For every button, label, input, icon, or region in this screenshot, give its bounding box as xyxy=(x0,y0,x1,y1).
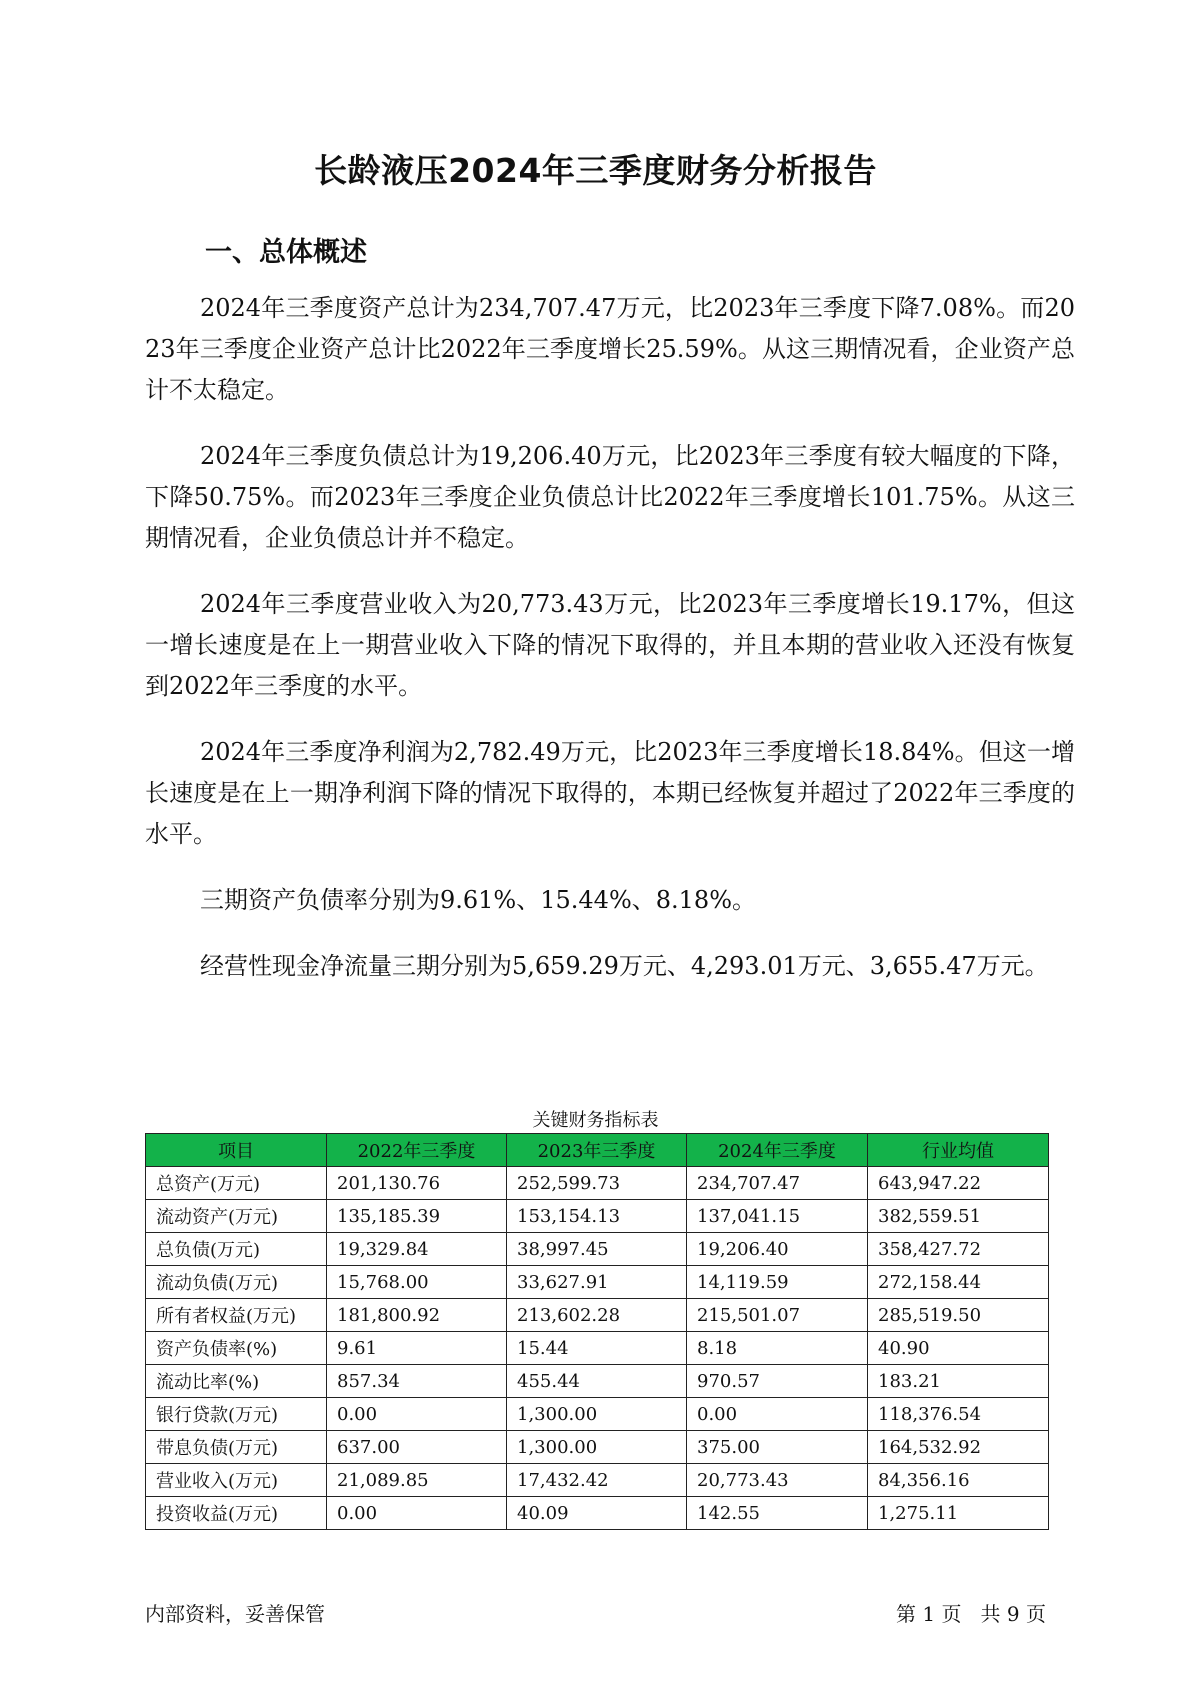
table-row xyxy=(146,1332,1049,1365)
value-cell: 201,130.76 xyxy=(327,1167,507,1200)
value-cell: 1,300.00 xyxy=(507,1431,687,1464)
table-row xyxy=(146,1497,1049,1530)
value-cell: 455.44 xyxy=(507,1365,687,1398)
table-row xyxy=(146,1365,1049,1398)
row-label-cell: 总资产(万元) xyxy=(146,1167,327,1200)
value-cell: 15,768.00 xyxy=(327,1266,507,1299)
value-cell: 181,800.92 xyxy=(327,1299,507,1332)
body-text xyxy=(145,288,1075,1012)
table-caption: 关键财务指标表 xyxy=(532,1110,659,1131)
value-cell: 38,997.45 xyxy=(507,1233,687,1266)
value-cell: 118,376.54 xyxy=(868,1398,1049,1431)
page-title: 长龄液压2024年三季度财务分析报告 xyxy=(314,151,877,190)
value-cell: 15.44 xyxy=(507,1332,687,1365)
value-cell: 0.00 xyxy=(687,1398,868,1431)
value-cell: 40.90 xyxy=(868,1332,1049,1365)
value-cell: 19,206.40 xyxy=(687,1233,868,1266)
value-cell: 1,300.00 xyxy=(507,1398,687,1431)
value-cell: 234,707.47 xyxy=(687,1167,868,1200)
table-row xyxy=(146,1266,1049,1299)
value-cell: 8.18 xyxy=(687,1332,868,1365)
header-2022-q3: 2022年三季度 xyxy=(327,1134,507,1167)
value-cell: 1,275.11 xyxy=(868,1497,1049,1530)
row-label-cell: 流动比率(%) xyxy=(146,1365,327,1398)
row-label-cell: 所有者权益(万元) xyxy=(146,1299,327,1332)
value-cell: 375.00 xyxy=(687,1431,868,1464)
header-2023-q3: 2023年三季度 xyxy=(507,1134,687,1167)
paragraph-liabilities: 2024年三季度负债总计为19,206.40万元，比2023年三季度有较大幅度的下降，下降50.75%。而2023年三季度企业负债总计比2022年三季度增长101.75%。从这三期情况看，企业负债总计并不稳定。 xyxy=(145,442,1075,552)
value-cell: 643,947.22 xyxy=(868,1167,1049,1200)
value-cell: 84,356.16 xyxy=(868,1464,1049,1497)
row-label-cell: 资产负债率(%) xyxy=(146,1332,327,1365)
value-cell: 14,119.59 xyxy=(687,1266,868,1299)
table-row xyxy=(146,1464,1049,1497)
value-cell: 213,602.28 xyxy=(507,1299,687,1332)
value-cell: 142.55 xyxy=(687,1497,868,1530)
value-cell: 20,773.43 xyxy=(687,1464,868,1497)
paragraph-cash-flow: 经营性现金净流量三期分别为5,659.29万元、4,293.01万元、3,655.47万元。 xyxy=(200,952,1049,980)
value-cell: 135,185.39 xyxy=(327,1200,507,1233)
paragraph-net-profit: 2024年三季度净利润为2,782.49万元，比2023年三季度增长18.84%。但这一增长速度是在上一期净利润下降的情况下取得的，本期已经恢复并超过了2022年三季度的水平。 xyxy=(145,738,1075,848)
table-header-row xyxy=(146,1134,1049,1167)
header-item: 项目 xyxy=(146,1134,327,1167)
value-cell: 21,089.85 xyxy=(327,1464,507,1497)
value-cell: 358,427.72 xyxy=(868,1233,1049,1266)
value-cell: 252,599.73 xyxy=(507,1167,687,1200)
value-cell: 0.00 xyxy=(327,1398,507,1431)
value-cell: 9.61 xyxy=(327,1332,507,1365)
table-row xyxy=(146,1299,1049,1332)
value-cell: 272,158.44 xyxy=(868,1266,1049,1299)
row-label-cell: 带息负债(万元) xyxy=(146,1431,327,1464)
financial-indicators-table xyxy=(145,1133,1049,1530)
footer-confidential-note: 内部资料，妥善保管 xyxy=(145,1602,325,1626)
paragraph-debt-ratio: 三期资产负债率分别为9.61%、15.44%、8.18%。 xyxy=(200,886,756,914)
value-cell: 40.09 xyxy=(507,1497,687,1530)
paragraph-assets: 2024年三季度资产总计为234,707.47万元，比2023年三季度下降7.08%。而2023年三季度企业资产总计比2022年三季度增长25.59%。从这三期情况看，企业资产总计不太稳定。 xyxy=(145,294,1075,404)
table-row xyxy=(146,1431,1049,1464)
footer-page-number: 第 1 页 共 9 页 xyxy=(896,1602,1046,1626)
table-row xyxy=(146,1200,1049,1233)
value-cell: 164,532.92 xyxy=(868,1431,1049,1464)
value-cell: 215,501.07 xyxy=(687,1299,868,1332)
value-cell: 183.21 xyxy=(868,1365,1049,1398)
table-row xyxy=(146,1167,1049,1200)
section-heading: 一、总体概述 xyxy=(205,237,367,268)
value-cell: 857.34 xyxy=(327,1365,507,1398)
table-row xyxy=(146,1398,1049,1431)
value-cell: 153,154.13 xyxy=(507,1200,687,1233)
row-label-cell: 银行贷款(万元) xyxy=(146,1398,327,1431)
value-cell: 17,432.42 xyxy=(507,1464,687,1497)
value-cell: 0.00 xyxy=(327,1497,507,1530)
value-cell: 137,041.15 xyxy=(687,1200,868,1233)
value-cell: 285,519.50 xyxy=(868,1299,1049,1332)
row-label-cell: 流动资产(万元) xyxy=(146,1200,327,1233)
value-cell: 382,559.51 xyxy=(868,1200,1049,1233)
row-label-cell: 营业收入(万元) xyxy=(146,1464,327,1497)
value-cell: 33,627.91 xyxy=(507,1266,687,1299)
row-label-cell: 投资收益(万元) xyxy=(146,1497,327,1530)
row-label-cell: 总负债(万元) xyxy=(146,1233,327,1266)
header-2024-q3: 2024年三季度 xyxy=(687,1134,868,1167)
header-industry-average: 行业均值 xyxy=(868,1134,1049,1167)
value-cell: 19,329.84 xyxy=(327,1233,507,1266)
table-row xyxy=(146,1233,1049,1266)
value-cell: 970.57 xyxy=(687,1365,868,1398)
paragraph-revenue: 2024年三季度营业收入为20,773.43万元，比2023年三季度增长19.17%，但这一增长速度是在上一期营业收入下降的情况下取得的，并且本期的营业收入还没有恢复到2022年三季度的水平。 xyxy=(145,590,1075,700)
value-cell: 637.00 xyxy=(327,1431,507,1464)
row-label-cell: 流动负债(万元) xyxy=(146,1266,327,1299)
